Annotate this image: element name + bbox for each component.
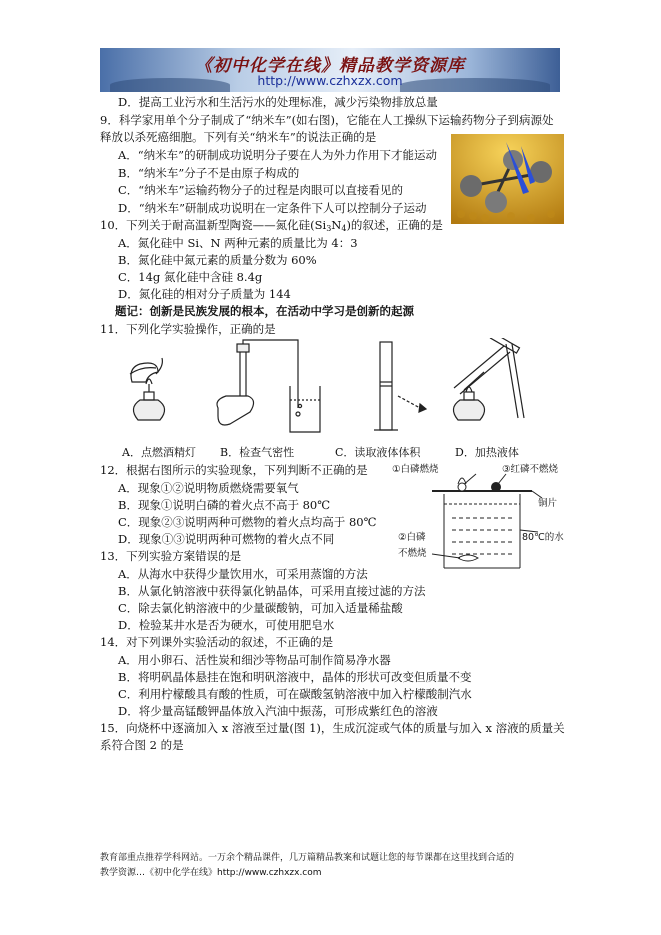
banner-title: 《初中化学在线》精品教学资源库 xyxy=(195,56,465,76)
label-white-phosphorus-underwater-2: 不燃烧 xyxy=(398,548,427,559)
q8-option-d: D．提高工业污水和生活污水的处理标准，减少污染物排放总量 xyxy=(118,95,438,109)
q14-option-c: C．利用柠檬酸具有酸的性质，可在碳酸氢钠溶液中加入柠檬酸制汽水 xyxy=(118,687,472,701)
q9-option-b: B．“纳米车”分子不是由原子构成的 xyxy=(118,166,300,180)
q9-option-a: A．“纳米车”的研制成功说明分子要在人为外力作用下才能运动 xyxy=(118,148,438,162)
q14-option-a: A．用小卵石、活性炭和细沙等物品可制作简易净水器 xyxy=(118,653,391,667)
q12-stem: 12．根据右图所示的实验现象，下列判断不正确的是 xyxy=(100,463,368,477)
q13-stem: 13．下列实验方案错误的是 xyxy=(100,549,242,563)
label-red-phosphorus-not-burning: ③红磷不燃烧 xyxy=(502,464,559,475)
airtightness-apparatus-icon xyxy=(217,340,320,432)
header-banner xyxy=(100,48,560,92)
q12-option-a: A．现象①②说明物质燃烧需要氧气 xyxy=(118,481,299,495)
q11-stem: 11．下列化学实验操作，正确的是 xyxy=(100,322,276,336)
q14-option-d: D．将少量高锰酸钾晶体放入汽油中振荡，可形成紫红色的溶液 xyxy=(118,704,438,718)
q10-option-d: D．氮化硅的相对分子质量为 144 xyxy=(118,287,291,301)
q14-option-b: B．将明矾晶体悬挂在饱和明矾溶液中，晶体的形状可改变但质量不变 xyxy=(118,670,472,684)
q9-stem-line-2: 释放以杀死癌细胞。下列有关“纳米车”的说法正确的是 xyxy=(100,130,377,144)
q13-option-d: D．检验某井水是否为硬水，可使用肥皂水 xyxy=(118,618,335,632)
q11-caption-b: B．检查气密性 xyxy=(220,446,295,459)
banner-url[interactable]: http://www.czhxzx.com xyxy=(257,73,403,88)
q9-option-c: C．“纳米车”运输药物分子的过程是肉眼可以直接看见的 xyxy=(118,183,404,197)
q11-apparatus-figure xyxy=(118,338,558,438)
q12-option-d: D．现象①③说明两种可燃物的着火点不同 xyxy=(118,532,335,546)
q13-option-c: C．除去氯化钠溶液中的少量碳酸钠，可加入适量稀盐酸 xyxy=(118,601,403,615)
q9-option-d: D．“纳米车”研制成功说明在一定条件下人可以控制分子运动 xyxy=(118,201,427,215)
label-white-phosphorus-underwater-1: ②白磷 xyxy=(398,532,426,543)
q12-combustion-figure xyxy=(392,460,568,572)
footer-line-1: 教育部重点推荐学科网站。一万余个精品课件，几万篇精品教案和试题让您的每节课都在这里找到合适的 xyxy=(100,853,515,863)
q14-stem: 14．对下列课外实验活动的叙述，不正确的是 xyxy=(100,635,334,649)
label-copper-sheet: 铜片 xyxy=(538,498,558,509)
q10-option-b: B．氮化硅中氮元素的质量分数为 60% xyxy=(118,253,317,267)
footer xyxy=(100,851,560,881)
q11-caption-c: C．读取液体体积 xyxy=(335,446,421,459)
footer-line-2[interactable]: 教学资源…《初中化学在线》http://www.czhxzx.com xyxy=(100,868,322,878)
graduated-cylinder-icon xyxy=(374,342,426,430)
q11-caption-a: A．点燃酒精灯 xyxy=(122,446,196,459)
q15-stem-line-1: 15．向烧杯中逐滴加入 x 溶液至过量(图 1)，生成沉淀或气体的质量与加入 x 溶液的质量关 xyxy=(100,721,565,735)
nanocar-image xyxy=(451,134,564,224)
q12-option-b: B．现象①说明白磷的着火点不高于 80℃ xyxy=(118,498,331,512)
q13-option-a: A．从海水中获得少量饮用水，可采用蒸馏的方法 xyxy=(118,567,368,581)
q11-caption-d: D．加热液体 xyxy=(455,446,519,459)
alcohol-lamp-icon xyxy=(130,358,165,420)
q13-option-b: B．从氯化钠溶液中获得氯化钠晶体，可采用直接过滤的方法 xyxy=(118,584,426,598)
q15-stem-line-2: 系符合图 2 的是 xyxy=(100,738,184,752)
label-white-phosphorus-burning: ①白磷燃烧 xyxy=(392,464,439,475)
heating-liquid-icon xyxy=(453,338,524,420)
q10-option-c: C．14g 氮化硅中含硅 8.4g xyxy=(118,270,263,284)
q10-stem: 10．下列关于耐高温新型陶瓷——氮化硅$(Si_3N_4)$的叙述，正确的是 xyxy=(100,218,443,233)
motto: 题记：创新是民族发展的根本，在活动中学习是创新的起源 xyxy=(115,304,414,318)
label-hot-water: 80℃的水 xyxy=(522,532,564,543)
q10-option-a: A．氮化硅中 Si、N 两种元素的质量比为 4：3 xyxy=(118,236,358,250)
q9-stem-line-1: 9．科学家用单个分子制成了“纳米车”(如右图)，它能在人工操纵下运输药物分子到病源处 xyxy=(100,113,554,127)
q12-option-c: C．现象②③说明两种可燃物的着火点均高于 80℃ xyxy=(118,515,377,529)
